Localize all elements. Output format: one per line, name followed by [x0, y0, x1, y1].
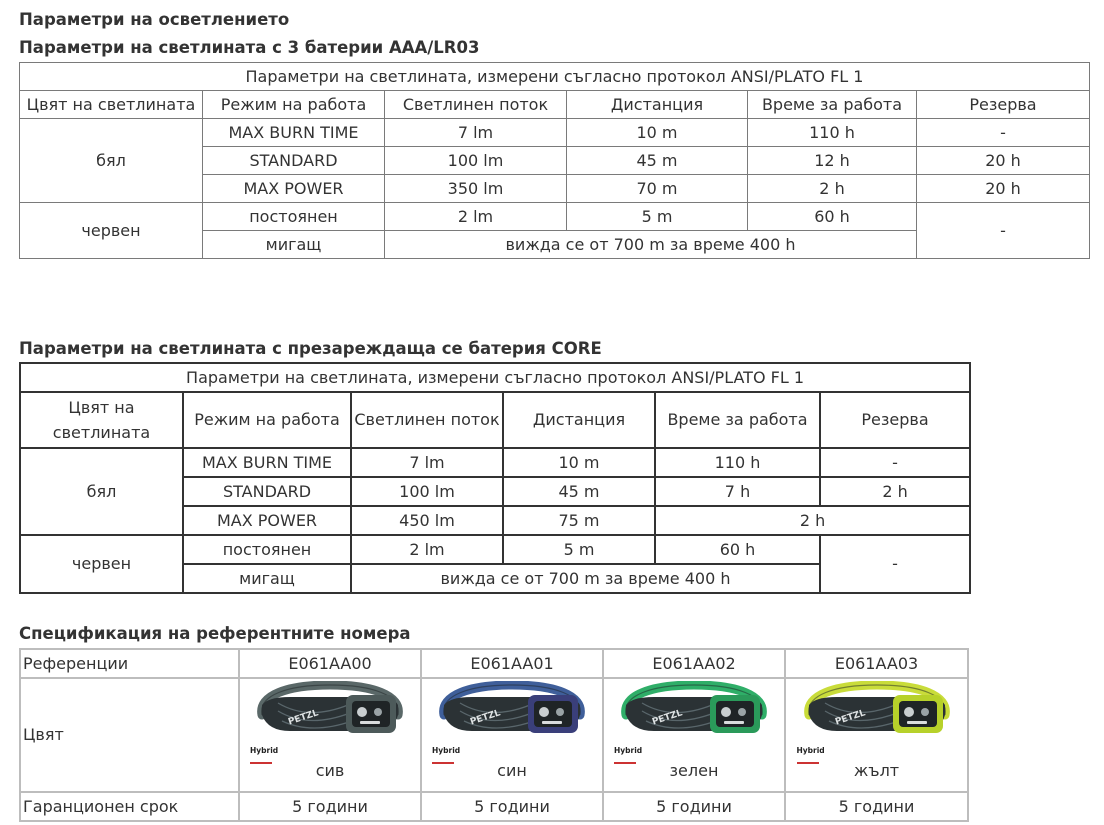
mode-cell: MAX POWER — [183, 506, 351, 535]
mode-cell: MAX POWER — [203, 175, 385, 203]
hybrid-badge: Hybrid — [614, 741, 642, 764]
table-row — [20, 678, 968, 792]
mode-cell: постоянен — [183, 535, 351, 564]
petzl-logo: PETZL — [651, 708, 684, 728]
section-title: Параметри на осветлението — [19, 10, 290, 29]
time-cell: 12 h — [748, 147, 917, 175]
table-row — [20, 792, 968, 821]
flux-cell: 7 lm — [385, 119, 567, 147]
aaa-light-table — [19, 62, 1090, 259]
reserve-cell: 2 h — [820, 477, 970, 506]
warranty-cell: 5 години — [421, 792, 603, 821]
color-name: жълт — [853, 761, 900, 780]
light-color-cell: червен — [20, 203, 203, 259]
visibility-cell: вижда се от 700 m за време 400 h — [351, 564, 820, 593]
table-row — [20, 448, 970, 477]
distance-cell: 10 m — [503, 448, 655, 477]
reference-cell: E061AA02 — [603, 649, 785, 678]
hybrid-badge: Hybrid — [797, 741, 825, 764]
row-label: Гаранционен срок — [20, 792, 239, 821]
petzl-logo: PETZL — [469, 708, 502, 728]
row-label: Референции — [20, 649, 239, 678]
headlamp-image — [612, 681, 776, 745]
headlamp-image — [430, 681, 594, 745]
reference-cell: E061AA00 — [239, 649, 421, 678]
core-table-title: Параметри на светлината с презареждаща се батерия CORE — [19, 339, 602, 358]
header-cell: Светлинен поток — [351, 392, 503, 448]
color-cell — [785, 678, 968, 792]
refs-table-title: Спецификация на референтните номера — [19, 624, 411, 643]
time-cell: 110 h — [655, 448, 820, 477]
distance-cell: 45 m — [567, 147, 748, 175]
reserve-cell: - — [820, 448, 970, 477]
references-table — [19, 648, 969, 822]
color-name: зелен — [669, 761, 719, 780]
reserve-cell: - — [820, 535, 970, 593]
color-name: син — [497, 761, 527, 780]
distance-cell: 5 m — [503, 535, 655, 564]
headlamp-image — [795, 681, 959, 745]
header-cell: Светлинен поток — [385, 91, 567, 119]
distance-cell: 70 m — [567, 175, 748, 203]
reserve-cell: - — [917, 203, 1090, 259]
aaa-table-title: Параметри на светлината с 3 батерии AAA/LR03 — [19, 38, 480, 57]
petzl-logo: PETZL — [287, 708, 320, 728]
light-color-cell: червен — [20, 535, 183, 593]
header-cell: Време за работа — [748, 91, 917, 119]
table-row — [20, 119, 1090, 147]
headlamp-image — [248, 681, 412, 745]
header-cell: Дистанция — [503, 392, 655, 448]
header-cell: Цвят на светлината — [20, 91, 203, 119]
header-cell: Цвят на светлината — [20, 392, 183, 448]
header-cell: Резерва — [917, 91, 1090, 119]
time-cell: 7 h — [655, 477, 820, 506]
reserve-cell: 20 h — [917, 175, 1090, 203]
mode-cell: STANDARD — [203, 147, 385, 175]
time-reserve-cell: 2 h — [655, 506, 970, 535]
hybrid-badge: Hybrid — [432, 741, 460, 764]
table-row — [20, 203, 1090, 231]
table-header-row — [20, 91, 1090, 119]
hybrid-badge: Hybrid — [250, 741, 278, 764]
mode-cell: MAX BURN TIME — [203, 119, 385, 147]
warranty-cell: 5 години — [785, 792, 968, 821]
table-caption: Параметри на светлината, измерени съгласно протокол ANSI/PLATO FL 1 — [20, 363, 970, 392]
header-cell: Резерва — [820, 392, 970, 448]
row-label: Цвят — [20, 678, 239, 792]
time-cell: 110 h — [748, 119, 917, 147]
reference-cell: E061AA03 — [785, 649, 968, 678]
table-header-row — [20, 392, 970, 448]
time-cell: 60 h — [655, 535, 820, 564]
flux-cell: 100 lm — [385, 147, 567, 175]
light-color-cell: бял — [20, 119, 203, 203]
distance-cell: 10 m — [567, 119, 748, 147]
petzl-logo: PETZL — [833, 708, 867, 728]
mode-cell: STANDARD — [183, 477, 351, 506]
reserve-cell: 20 h — [917, 147, 1090, 175]
warranty-cell: 5 години — [239, 792, 421, 821]
flux-cell: 7 lm — [351, 448, 503, 477]
color-cell — [239, 678, 421, 792]
header-cell: Режим на работа — [203, 91, 385, 119]
distance-cell: 5 m — [567, 203, 748, 231]
mode-cell: мигащ — [183, 564, 351, 593]
table-caption: Параметри на светлината, измерени съгласно протокол ANSI/PLATO FL 1 — [20, 63, 1090, 91]
reference-cell: E061AA01 — [421, 649, 603, 678]
header-cell: Режим на работа — [183, 392, 351, 448]
mode-cell: постоянен — [203, 203, 385, 231]
visibility-cell: вижда се от 700 m за време 400 h — [385, 231, 917, 259]
header-cell: Време за работа — [655, 392, 820, 448]
flux-cell: 100 lm — [351, 477, 503, 506]
color-name: сив — [315, 761, 345, 780]
time-cell: 2 h — [748, 175, 917, 203]
time-cell: 60 h — [748, 203, 917, 231]
flux-cell: 2 lm — [385, 203, 567, 231]
color-cell — [603, 678, 785, 792]
flux-cell: 450 lm — [351, 506, 503, 535]
warranty-cell: 5 години — [603, 792, 785, 821]
distance-cell: 75 m — [503, 506, 655, 535]
table-row — [20, 535, 970, 564]
mode-cell: MAX BURN TIME — [183, 448, 351, 477]
mode-cell: мигащ — [203, 231, 385, 259]
reserve-cell: - — [917, 119, 1090, 147]
light-color-cell: бял — [20, 448, 183, 535]
distance-cell: 45 m — [503, 477, 655, 506]
flux-cell: 2 lm — [351, 535, 503, 564]
flux-cell: 350 lm — [385, 175, 567, 203]
core-light-table — [19, 362, 971, 594]
header-cell: Дистанция — [567, 91, 748, 119]
color-cell — [421, 678, 603, 792]
table-row — [20, 649, 968, 678]
